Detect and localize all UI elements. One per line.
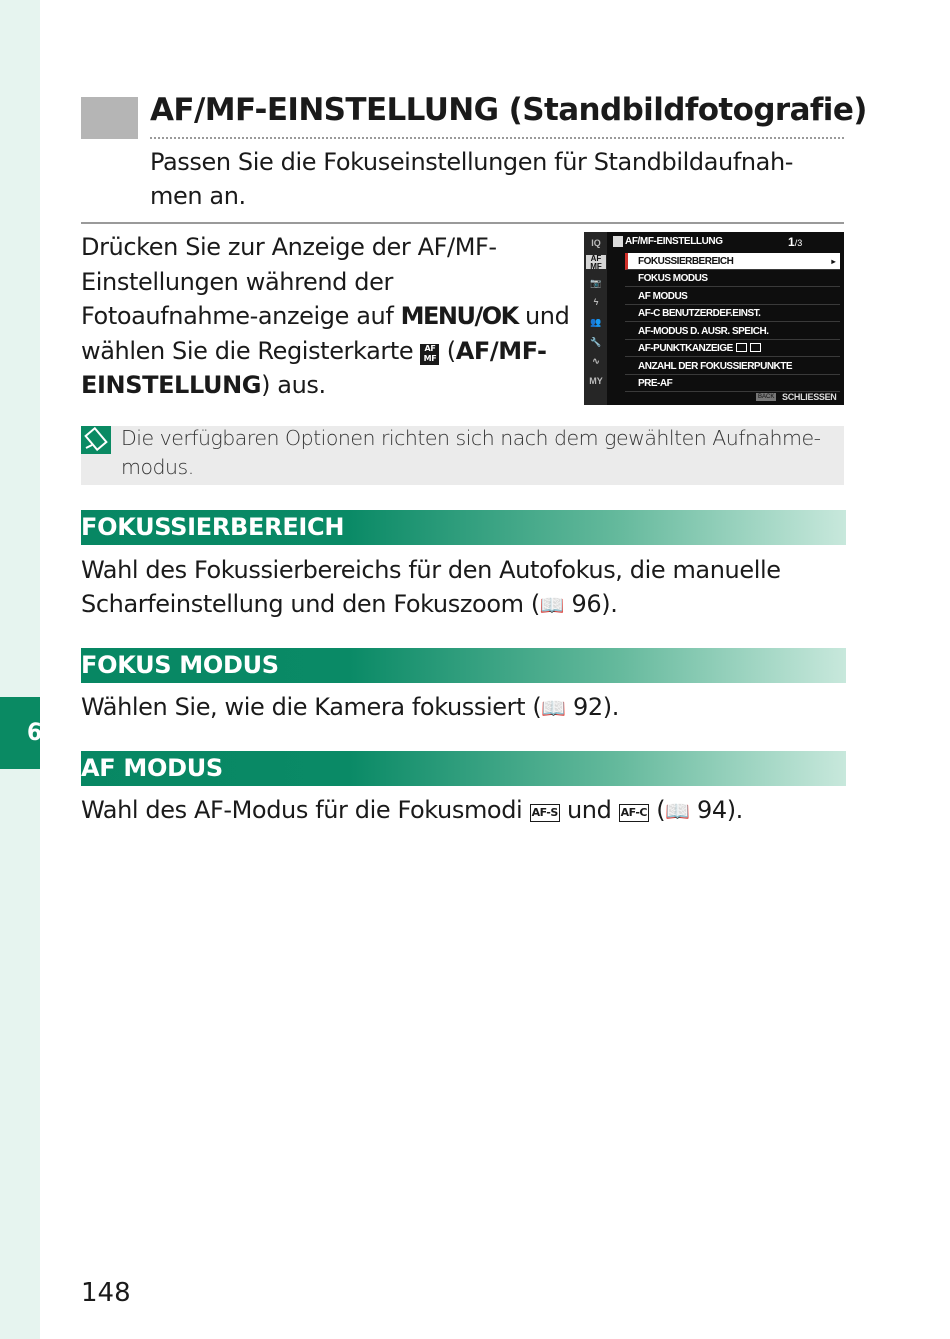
intro-paragraph bbox=[81, 230, 576, 403]
close-hint: SCHLIESSEN bbox=[782, 392, 837, 402]
af-mf-tab-icon: AF MF bbox=[420, 344, 439, 365]
tab-name: AF/MF-EINSTELLUNG bbox=[81, 336, 547, 399]
menu-item-pre-af: PRE-AF bbox=[625, 375, 840, 392]
body-text: Wählen Sie, wie die Kamera fokussiert ( bbox=[81, 693, 542, 721]
menu-item-af-c-custom: AF-C BENUTZERDEF.EINST. bbox=[625, 305, 840, 322]
page-subtitle: Passen Sie die Fokuseinstellungen für Standbildaufnah-men an. bbox=[150, 148, 794, 210]
menu-item-af-punkt-anzeige bbox=[625, 340, 840, 357]
section-heading: FOKUS MODUS bbox=[81, 651, 279, 679]
note-icon bbox=[81, 426, 111, 454]
section-heading: FOKUSSIERBEREICH bbox=[81, 513, 345, 541]
side-strip bbox=[0, 0, 43, 1339]
page-title: AF/MF-EINSTELLUNG (Standbildfotografie) bbox=[150, 92, 867, 128]
section-body bbox=[81, 793, 841, 828]
menu-item-fokussierbereich bbox=[625, 253, 840, 270]
intro-text: ) aus. bbox=[261, 371, 326, 399]
movie-tab-icon: 👥 bbox=[590, 317, 602, 327]
page-reference[interactable]: 96 bbox=[571, 590, 602, 618]
menu-item-af-modus: AF MODUS bbox=[625, 288, 840, 305]
iq-tab-icon: IQ bbox=[591, 238, 601, 248]
menu-item-fokussierpunkte: ANZAHL DER FOKUSSIERPUNKTE bbox=[625, 358, 840, 375]
chevron-right-icon: ▸ bbox=[831, 257, 835, 266]
menu-item-fokus-modus: FOKUS MODUS bbox=[625, 270, 840, 287]
af-frame-wide-icon bbox=[750, 343, 761, 352]
af-s-mode-icon: AF-S bbox=[530, 804, 560, 822]
book-icon: 📖 bbox=[541, 696, 566, 720]
intro-text: und wählen Sie die Registerkarte bbox=[81, 302, 570, 365]
body-text: ). bbox=[726, 796, 743, 824]
body-text: Wahl des AF-Modus für die Fokusmodi bbox=[81, 796, 530, 824]
title-dotted-rule bbox=[150, 137, 844, 139]
menu-ok-button-label: MENU/OK bbox=[400, 302, 518, 330]
intro-text: ( bbox=[439, 336, 456, 365]
camera-menu-screenshot bbox=[584, 232, 844, 405]
af-frame-icon bbox=[736, 343, 747, 352]
body-text: ). bbox=[601, 590, 618, 618]
af-mf-tab-icon: AF MF bbox=[586, 255, 606, 269]
body-text: ( bbox=[649, 796, 666, 824]
camera-menu-header: AF/MF-EINSTELLUNG bbox=[625, 236, 723, 247]
title-marker bbox=[81, 97, 138, 139]
camera-menu-page bbox=[788, 235, 802, 249]
intro-text: Drücken Sie zur Anzeige der AF/MF-Einstellungen während der Fotoaufnahme-anzeige auf bbox=[81, 233, 497, 330]
menu-item-af-modus-speich: AF-MODUS D. AUSR. SPEICH. bbox=[625, 323, 840, 340]
back-key-icon: BACK bbox=[758, 394, 775, 400]
chapter-number: 6 bbox=[27, 718, 43, 746]
menu-item-label: FOKUSSIERBEREICH bbox=[638, 256, 734, 267]
section-heading: AF MODUS bbox=[81, 754, 223, 782]
camera-tab-icon: 📷 bbox=[590, 278, 602, 288]
my-menu-tab-icon: MY bbox=[589, 376, 603, 386]
menu-item-label: AF-PUNKTKANZEIGE bbox=[638, 343, 733, 354]
book-icon: 📖 bbox=[665, 799, 690, 823]
flash-tab-icon: ϟ bbox=[593, 297, 599, 307]
section-body bbox=[81, 690, 841, 725]
header-af-mf-icon bbox=[613, 236, 623, 247]
af-c-mode-icon: AF-C bbox=[619, 804, 649, 822]
body-text: ). bbox=[602, 693, 619, 721]
note-text: Die verfügbaren Optionen richten sich nach dem gewählten Aufnahme-modus. bbox=[121, 426, 821, 479]
wave-tab-icon: ∿ bbox=[592, 356, 600, 366]
page-current: 1 bbox=[788, 235, 795, 249]
body-text: Wahl des Fokussierbereichs für den Autofokus, die manuelle Scharfeinstellung und den Fokuszoom ( bbox=[81, 556, 781, 618]
book-icon: 📖 bbox=[539, 593, 565, 617]
pencil-note-icon bbox=[81, 426, 111, 454]
page-total: /3 bbox=[794, 238, 803, 248]
page-reference[interactable]: 92 bbox=[573, 693, 603, 721]
section-body bbox=[81, 553, 841, 622]
page-number: 148 bbox=[81, 1278, 131, 1308]
body-text: und bbox=[559, 796, 619, 824]
page-reference[interactable]: 94 bbox=[696, 796, 727, 824]
wrench-tab-icon: 🔧 bbox=[590, 337, 602, 347]
section-rule bbox=[81, 222, 844, 224]
